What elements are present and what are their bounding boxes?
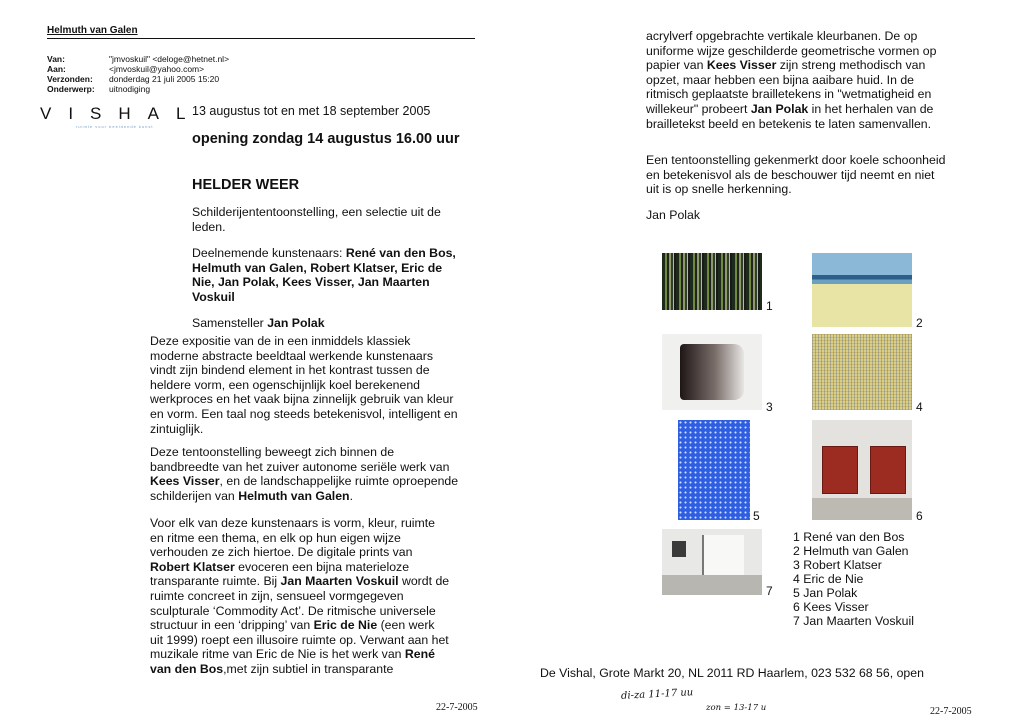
artwork-2-landscape [812,253,912,327]
logo-word: VISHAL [40,104,203,123]
meta-row-subject [47,84,229,94]
right-paragraph-1 [646,29,946,131]
text-run: (een werk uit 1999) roept een illusoire ruimte op. Verwant aan het muzikale ritme van Eric de Nie is het werk van [150,618,449,662]
artwork-7-room [662,529,762,595]
legend-item: 6 Kees Visser [793,600,869,614]
text-run: in het herhalen van de brailletekst beeld en betekenis te laten samenvallen. [646,101,934,131]
artist-name: Kees Visser [150,474,220,489]
opening-line: opening zondag 14 augustus 16.00 uur [192,131,460,147]
sender-name-header: Helmuth van Galen [47,25,138,36]
exhibition-dates: 13 augustus tot en met 18 september 2005 [192,104,431,118]
artwork-3-gradient [662,334,762,410]
header-rule [47,38,475,39]
text-run: , en de landschappelijke ruimte oproepende schilderijen van [150,474,459,503]
artwork-number: 7 [766,584,773,598]
meta-value: <jmvoskuil@yahoo.com> [109,64,205,74]
curator-line [192,316,325,331]
vishal-logo [40,104,203,129]
artwork-number: 3 [766,400,773,414]
handwritten-hours-sunday: zon = 13-17 u [706,703,767,713]
legend-item: 1 René van den Bos [793,530,905,544]
gallery-address: De Vishal, Grote Markt 20, NL 2011 RD Haarlem, 023 532 68 56, open [540,666,924,680]
artist-name: René van den Bos [150,647,435,676]
artist-name: Eric de Nie [313,618,378,633]
meta-key: Onderwerp: [47,84,95,94]
footer-date-left: 22-7-2005 [436,702,478,713]
artwork-number: 4 [916,400,923,414]
artwork-4-grid [812,334,912,410]
logo-subtitle: ruimte voor beeldende kunst [76,124,154,129]
curator-name: Jan Polak [267,316,325,330]
artwork-1-stripes [662,253,762,310]
artwork-6-red-panels [812,420,912,520]
artist-name: Jan Maarten Voskuil [280,574,399,589]
email-meta [47,54,229,94]
curator-lead: Samensteller [192,316,268,330]
meta-row-sent [47,74,229,84]
meta-key: Van: [47,54,65,64]
body-paragraph-3 [150,516,450,677]
artist-name: Jan Polak [750,101,809,116]
artwork-number: 5 [753,509,760,523]
meta-key: Aan: [47,64,66,74]
right-paragraph-2: Een tentoonstelling gekenmerkt door koele schoonheid en betekenisvol als de beschouwer tijd neemt en niet uit is op snelle herkenning. [646,153,946,197]
legend-item: 5 Jan Polak [793,586,858,600]
artist-name: Robert Klatser [150,559,235,574]
artwork-number: 1 [766,299,773,313]
legend-item: 3 Robert Klatser [793,558,882,572]
text-run: zijn streng methodisch van opzet, maar hebben een bijna aaibare huid. In de ritmisch geplaatste brailletekens in "wetmatigheid en willekeur" probeert [646,58,932,116]
meta-key: Verzonden: [47,74,93,84]
signature: Jan Polak [646,208,701,222]
meta-row-to [47,64,229,74]
artwork-5-braille [678,420,750,520]
handwritten-hours-weekdays: di-za 11-17 uu [620,687,694,702]
text-run: wordt de ruimte concreet in zijn, sensueel vormgegeven sculpturale ‘Commodity Act’. De ritmische universele structuur in een ‘dripping’ van [150,574,450,633]
text-run: acrylverf opgebrachte vertikale kleurbanen. De op uniforme wijze geschilderde geometrische vormen op papier van [646,29,937,73]
artwork-legend [793,530,914,628]
body-paragraph-1: Deze expositie van de in een inmiddels klassiek moderne abstracte beeldtaal werkende kunstenaars vindt zijn bindend element in het kontrast tussen de heldere vorm, een ogenschijnlijk koel berekenend werkproces en het vaak bijna zinnelijk gebruik van kleur en vorm. Een taal nog steeds betekenisvol, intelligent en zintuiglijk. [150,334,458,436]
artwork-number: 6 [916,509,923,523]
text-run: Voor elk van deze kunstenaars is vorm, kleur, ruimte en ritme een thema, en elk op hun eigen wijze verhouden ze zich hiertoe. De digitale prints van [150,516,436,560]
text-run: Deze tentoonstelling beweegt zich binnen de bandbreedte van het zuiver autonome seriële werk van [150,445,450,474]
artist-name: Kees Visser [706,58,777,73]
text-run: ,met zijn subtiel in transparante [223,661,394,676]
artwork-number: 2 [916,316,923,330]
legend-item: 7 Jan Maarten Voskuil [793,614,914,628]
intro-paragraph: Schilderijententoonstelling, een selectie uit de leden. [192,205,441,234]
artists-lead: Deelnemende kunstenaars: [192,246,346,260]
artists-names: René van den Bos, Helmuth van Galen, Robert Klatser, Eric de Nie, Jan Polak, Kees Visser, Jan Maarten Voskuil [192,246,456,304]
text-run: . [349,488,353,503]
legend-item: 4 Eric de Nie [793,572,864,586]
meta-value: "jmvoskuil" <deloge@hetnet.nl> [109,54,230,64]
exhibition-title: HELDER WEER [192,177,300,193]
meta-value: donderdag 21 juli 2005 15:20 [109,74,220,84]
footer-date-right: 22-7-2005 [930,706,972,717]
legend-item: 2 Helmuth van Galen [793,544,909,558]
meta-row-from [47,54,229,64]
text-run: evoceren een bijna materieloze transparante ruimte. Bij [150,559,410,589]
meta-value: uitnodiging [109,84,151,94]
artist-name: Helmuth van Galen [238,488,350,503]
artists-paragraph [192,246,462,304]
body-paragraph-2 [150,445,462,503]
